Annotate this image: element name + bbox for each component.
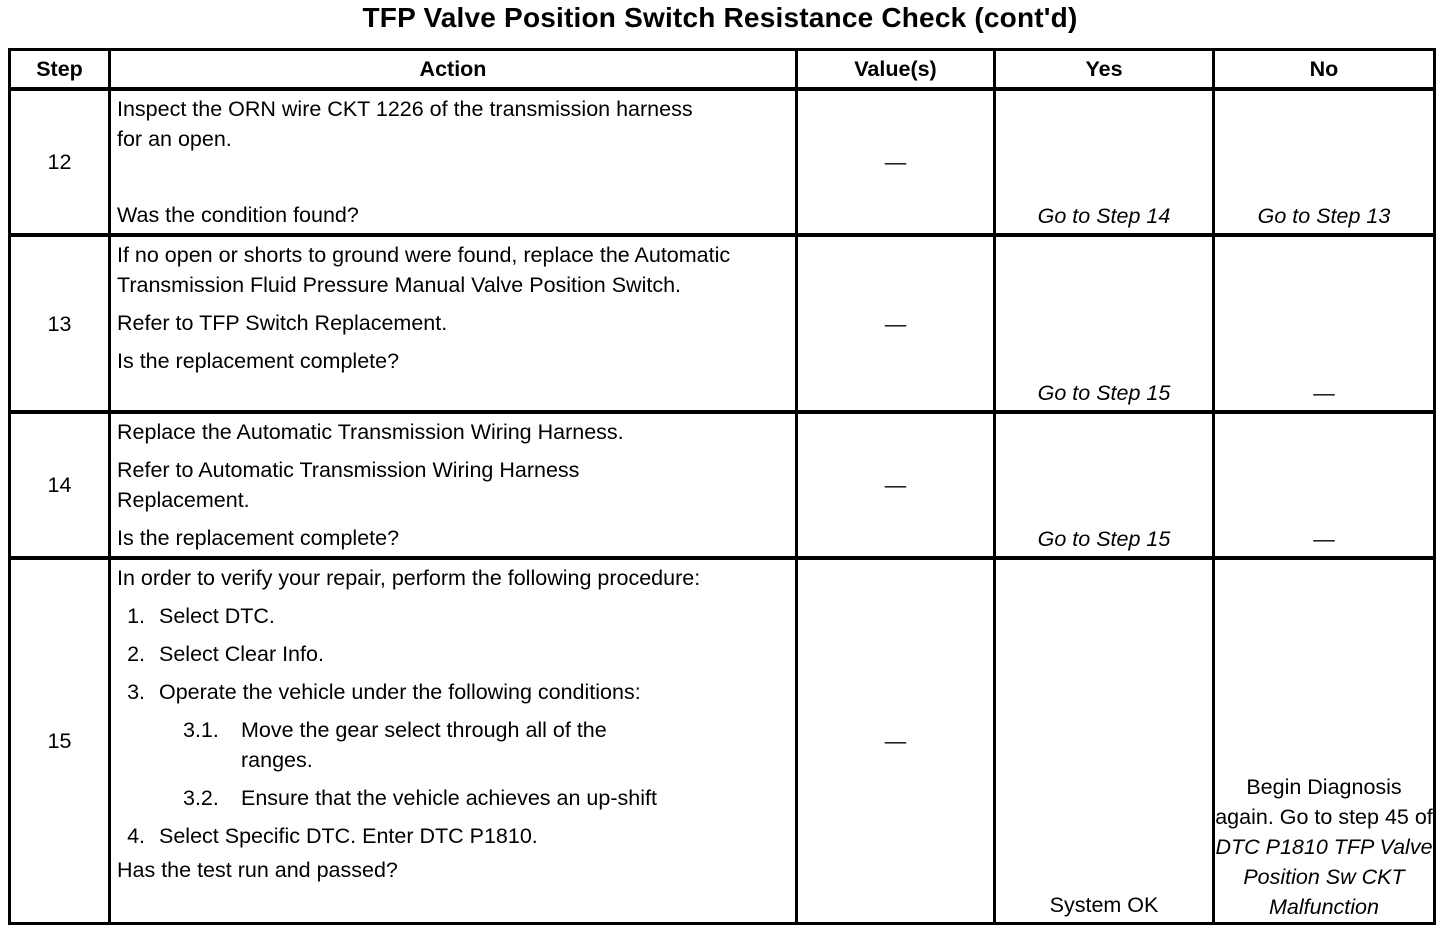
table-row (10, 235, 1435, 412)
list-item (183, 783, 789, 813)
action-question: Is the replacement complete? (117, 526, 400, 550)
yes-outcome: System OK (995, 558, 1214, 923)
value-cell: — (797, 412, 995, 558)
yes-outcome: Go to Step 15 (995, 412, 1214, 558)
sub-step-number: 3.2. (183, 786, 219, 810)
procedure-step-text: Select DTC. (159, 604, 275, 628)
yes-outcome: Go to Step 15 (995, 235, 1214, 412)
table-row (10, 558, 1435, 923)
action-reference: Refer to TFP Switch Replacement. (117, 311, 448, 335)
value-cell: — (797, 235, 995, 412)
sub-step-text: Ensure that the vehicle achieves an up-shift (241, 786, 657, 810)
table-header-row (10, 50, 1435, 90)
sub-step-number: 3.1. (183, 718, 219, 742)
header-no: No (1214, 50, 1435, 90)
no-outcome-text: Begin Diagnosis again. Go to step 45 of (1215, 774, 1433, 829)
action-text: If no open or shorts to ground were found, replace the Automatic Transmission Fluid Pressure Manual Valve Position Switch. (117, 243, 731, 297)
action-cell (110, 412, 797, 558)
action-question: Has the test run and passed? (117, 858, 398, 882)
no-outcome-reference: DTC P1810 TFP Valve Position Sw CKT Malfunction (1215, 834, 1433, 919)
sub-procedure-list (159, 715, 789, 813)
sub-step-text: Move the gear select through all of the ranges. (241, 718, 607, 772)
procedure-list (117, 601, 789, 851)
action-cell (110, 89, 797, 235)
page-title: TFP Valve Position Switch Resistance Check (cont'd) (362, 2, 1078, 33)
header-action: Action (110, 50, 797, 90)
diagnostic-table (8, 48, 1436, 925)
action-question: Was the condition found? (117, 203, 359, 227)
step-number: 13 (10, 235, 110, 412)
no-outcome: — (1214, 235, 1435, 412)
step-number: 14 (10, 412, 110, 558)
action-text: Inspect the ORN wire CKT 1226 of the transmission harness for an open. (117, 97, 693, 151)
no-outcome: Go to Step 13 (1214, 89, 1435, 235)
action-cell (110, 235, 797, 412)
action-cell (110, 558, 797, 923)
action-reference: Refer to Automatic Transmission Wiring Harness Replacement. (117, 458, 580, 512)
procedure-step-text: Select Specific DTC. Enter DTC P1810. (159, 824, 538, 848)
value-cell: — (797, 558, 995, 923)
action-question: Is the replacement complete? (117, 349, 400, 373)
procedure-step-text: Operate the vehicle under the following conditions: (159, 680, 641, 704)
step-number: 15 (10, 558, 110, 923)
step-number: 12 (10, 89, 110, 235)
value-cell: — (797, 89, 995, 235)
list-item (151, 601, 789, 631)
no-outcome (1214, 558, 1435, 923)
list-item (151, 677, 789, 813)
header-step: Step (10, 50, 110, 90)
list-item (183, 715, 681, 775)
header-values: Value(s) (797, 50, 995, 90)
action-text: In order to verify your repair, perform the following procedure: (117, 566, 701, 590)
header-yes: Yes (995, 50, 1214, 90)
list-item (151, 821, 789, 851)
list-item (151, 639, 789, 669)
no-outcome: — (1214, 412, 1435, 558)
table-row (10, 412, 1435, 558)
procedure-step-text: Select Clear Info. (159, 642, 324, 666)
yes-outcome: Go to Step 14 (995, 89, 1214, 235)
table-row (10, 89, 1435, 235)
action-text: Replace the Automatic Transmission Wiring Harness. (117, 420, 624, 444)
